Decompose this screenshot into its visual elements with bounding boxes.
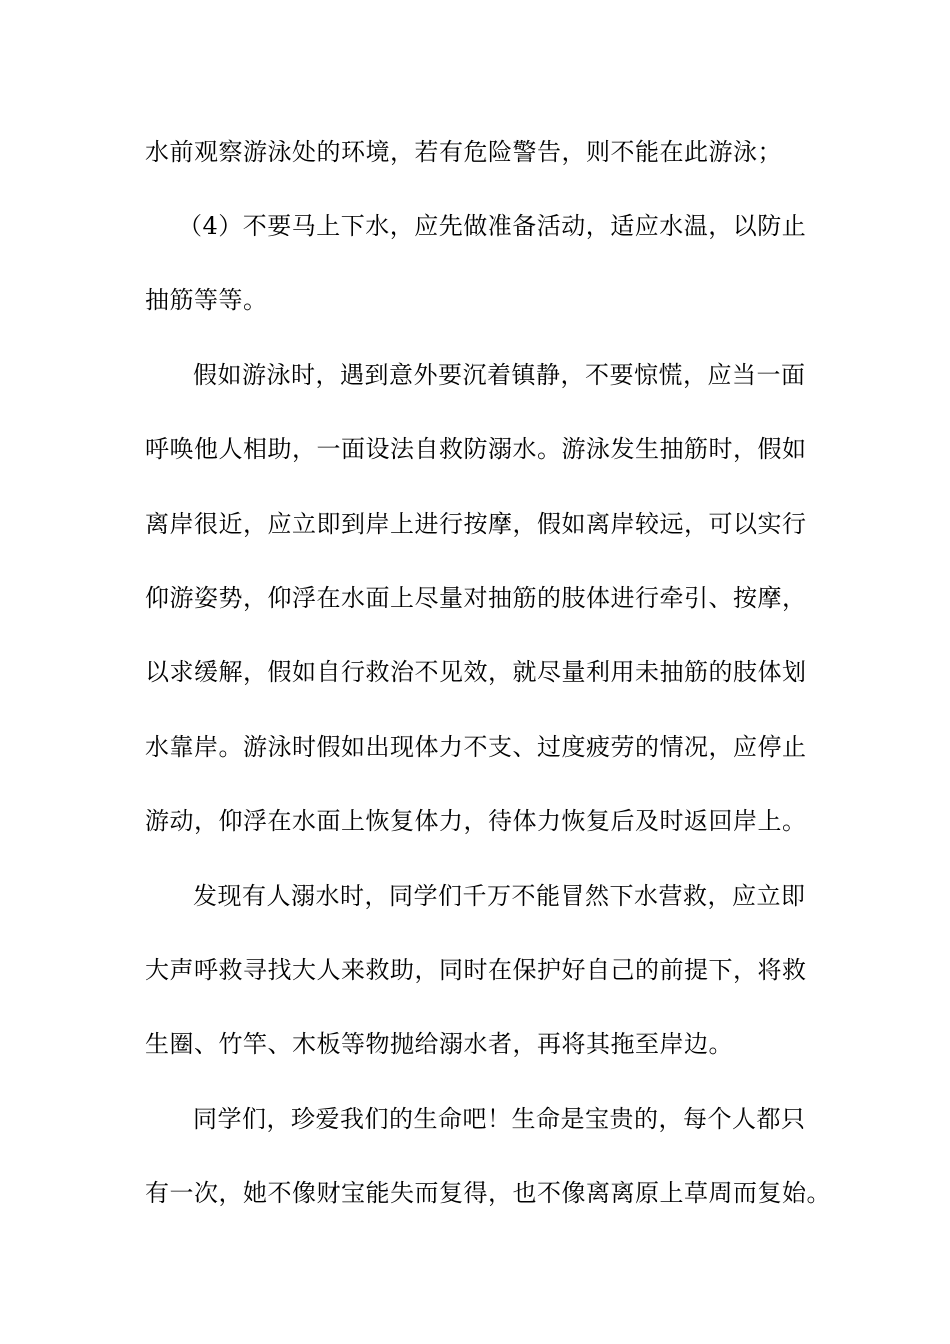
text-line: 同学们，珍爱我们的生命吧！生命是宝贵的，每个人都只 (193, 1105, 806, 1133)
text-line: 游动，仰浮在水面上恢复体力，待体力恢复后及时返回岸上。 (145, 807, 807, 835)
text-line: 呼唤他人相助，一面设法自救防溺水。游泳发生抽筋时，假如 (145, 435, 807, 463)
text-line: 水前观察游泳处的环境，若有危险警告，则不能在此游泳； (145, 138, 782, 166)
text-line: 离岸很近，应立即到岸上进行按摩，假如离岸较远，可以实行 (145, 510, 807, 538)
text-line: 发现有人溺水时，同学们千万不能冒然下水营救，应立即 (193, 882, 806, 910)
text-line: 大声呼救寻找大人来救助，同时在保护好自己的前提下，将救 (145, 956, 807, 984)
text-line: 仰游姿势，仰浮在水面上尽量对抽筋的肢体进行牵引、按摩， (145, 584, 807, 612)
text-line: 假如游泳时，遇到意外要沉着镇静，不要惊慌，应当一面 (193, 361, 806, 389)
text-line: 水靠岸。游泳时假如出现体力不支、过度疲劳的情况，应停止 (145, 733, 807, 761)
text-line: 生圈、竹竿、木板等物抛给溺水者，再将其拖至岸边。 (145, 1030, 733, 1058)
text-line: 抽筋等等。 (145, 286, 268, 314)
text-line: 有一次，她不像财宝能失而复得，也不像离离原上草周而复始。 (145, 1179, 831, 1207)
text-line: （4）不要马上下水，应先做准备活动，适应水温，以防止 (178, 212, 807, 240)
text-line: 以求缓解，假如自行救治不见效，就尽量利用未抽筋的肢体划 (145, 658, 807, 686)
